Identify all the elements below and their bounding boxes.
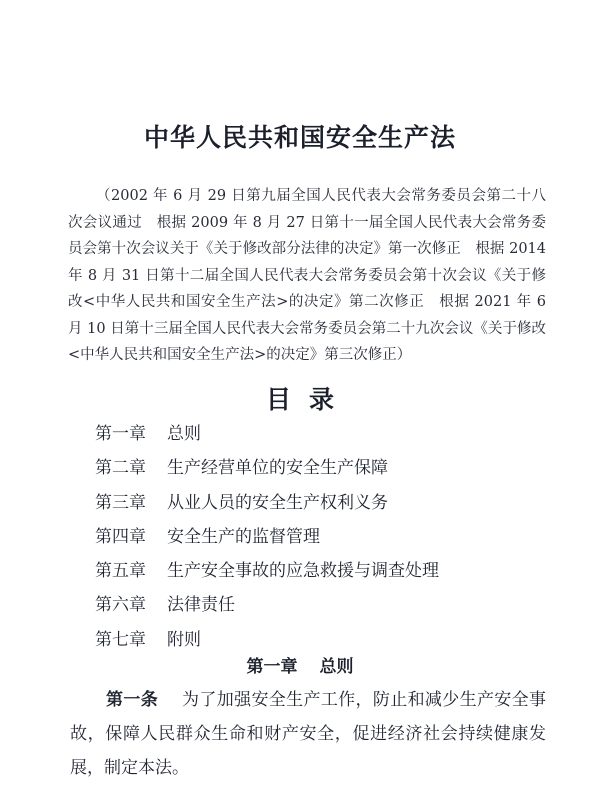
toc-heading: 目录 (265, 385, 352, 414)
toc-chapter-number: 第五章 (95, 561, 146, 582)
law-preamble: （2002 年 6 月 29 日第九届全国人民代表大会常务委员会第二十八次会议通过 根据 2009 年 8 月 27 日第十一届全国人民代表大会常务委员会第十次会议关于《关于修改部分法律的决定》第一次修正 根据 2014 年 8 月 31 日第十二届全国人民代表大会常务委员会第十次会议《关于修改<中华人民共和国安全生产法>的决定》第二次修正 根据 2021 年 6 月 10 日第十三届全国人民代表大会常务委员会第二十九次会议《关于修改<中华人民共和国安全生产法>的决定》第三次修正） (68, 188, 546, 363)
toc-chapter-title: 生产安全事故的应急救援与调查处理 (167, 561, 439, 582)
toc-chapter-number: 第六章 (95, 595, 146, 616)
toc-chapter-title: 附则 (167, 629, 201, 650)
chapter-title: 总则 (319, 657, 354, 677)
chapter-heading (0, 652, 600, 677)
toc-chapter-title: 总则 (167, 424, 201, 444)
toc-chapter-number: 第七章 (95, 629, 146, 650)
toc-item-chapter-5 (95, 558, 439, 592)
toc-item-chapter-2 (95, 455, 439, 489)
toc-chapter-number: 第四章 (95, 526, 146, 547)
toc-chapter-number: 第一章 (95, 424, 146, 444)
toc-item-chapter-3 (95, 490, 439, 524)
law-title: 中华人民共和国安全生产法 (143, 123, 456, 152)
toc-item-chapter-4 (95, 524, 439, 558)
toc-item-chapter-6 (95, 592, 439, 626)
toc-chapter-number: 第二章 (95, 458, 146, 479)
article-number: 第一条 (106, 690, 159, 710)
toc-chapter-title: 生产经营单位的安全生产保障 (167, 458, 388, 479)
toc-chapter-number: 第三章 (95, 492, 146, 513)
chapter-number: 第一章 (246, 657, 298, 677)
toc-item-chapter-1 (95, 421, 439, 455)
table-of-contents (95, 421, 439, 661)
article-text: 为了加强安全生产工作，防止和减少生产安全事故，保障人民群众生命和财产安全，促进经济社会持续健康发展，制定本法。 (70, 690, 547, 778)
article-paragraph (70, 683, 546, 785)
toc-chapter-title: 安全生产的监督管理 (167, 526, 320, 547)
toc-chapter-title: 法律责任 (167, 595, 235, 616)
toc-chapter-title: 从业人员的安全生产权利义务 (167, 492, 388, 513)
